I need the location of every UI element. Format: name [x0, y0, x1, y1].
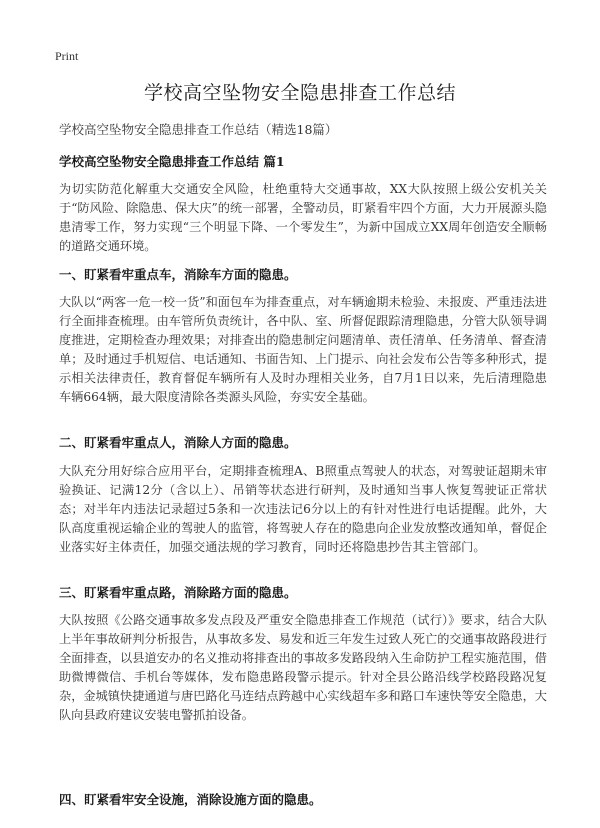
document-subtitle: 学校高空坠物安全隐患排查工作总结（精选18篇） — [59, 122, 338, 137]
paragraph-1: 大队以“两客一危一校一货”和面包车为排查重点，对车辆逾期未检验、未报废、严重违法进行全面排查梳理。由车管所负责统计，各中队、室、所督促跟踪清理隐患，分管大队领导调度推进，定期检查办理效果；对排查出的隐患制定问题清单、责任清单、任务清单、督查清单；及时通过手机短信、电话通知、书面告知、上门提示、向社会发布公告等多种形式，提示相关法律责任，教育督促车辆所有人及时办理相关业务，自7月1日以来，先后清理隐患车辆664辆，最大限度清除各类源头风险，夯实安全基础。 — [59, 295, 547, 404]
paragraph-block-1 — [59, 293, 547, 407]
section-title: 学校高空坠物安全隐患排查工作总结 篇1 — [59, 154, 285, 169]
heading-1: 一、盯紧看牢重点车，消除车方面的隐患。 — [59, 267, 297, 282]
paragraph-block-3 — [59, 611, 547, 725]
paragraph-block-2 — [59, 462, 547, 557]
paragraph-2: 大队充分用好综合应用平台，定期排查梳理A、B照重点驾驶人的状态，对驾驶证超期未审验换证、记满12分（含以上）、吊销等状态进行研判，及时通知当事人恢复驾驶证正常状态；对半年内违法记录超过5条和一次违法记6分以上的有针对性进行电话提醒。此外，大队高度重视运输企业的驾驶人的监管，将驾驶人存在的隐患向企业发放整改通知单，督促企业落实好主体责任，加强交通法规的学习教育，同时还将隐患抄告其主管部门。 — [59, 464, 547, 554]
intro-block — [59, 180, 547, 256]
paragraph-3: 大队按照《公路交通事故多发点段及严重安全隐患排查工作规范（试行）》要求，结合大队上半年事故研判分析报告，从事故多发、易发和近三年发生过致人死亡的交通事故路段进行全面排查，以县道安办的名义推动将排查出的事故多发路段纳入生命防护工程实施范围，借助微博微信、手机台等媒体，发布隐患路段警示提示。针对全县公路沿线学校路段路况复杂，金城镇快捷通道与唐巴路化马连结点跨越中心实线超车多和路口车速快等安全隐患，大队向县政府建议安装电警抓拍设备。 — [59, 613, 547, 722]
intro-paragraph: 为切实防范化解重大交通安全风险，杜绝重特大交通事故，XX大队按照上级公安机关关于“防风险、除隐患、保大庆”的统一部署，全警动员，盯紧看牢四个方面，大力开展源头隐患清零工作，努力实现“三个明显下降、一个零发生”，为新中国成立XX周年创造安全顺畅的道路交通环境。 — [59, 182, 547, 253]
page-title: 学校高空坠物安全隐患排查工作总结 — [143, 82, 456, 104]
heading-4: 四、盯紧看牢安全设施，消除设施方面的隐患。 — [59, 792, 322, 807]
print-label: Print — [55, 49, 79, 63]
heading-2: 二、盯紧看牢重点人，消除人方面的隐患。 — [59, 435, 297, 450]
heading-3: 三、盯紧看牢重点路，消除路方面的隐患。 — [59, 585, 297, 600]
